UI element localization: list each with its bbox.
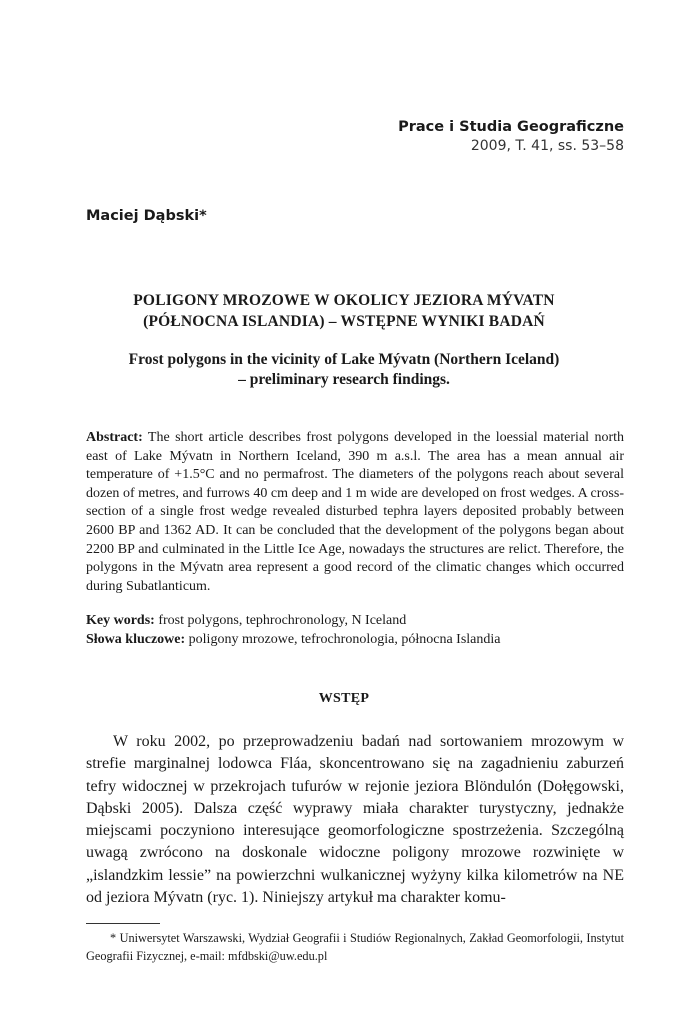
title-english: [86, 350, 602, 390]
journal-reference: 2009, T. 41, ss. 53–58: [470, 138, 624, 154]
keywords-block: [86, 612, 624, 649]
title-polish-line-1: POLIGONY MROZOWE W OKOLICY JEZIORA MÝVATN: [133, 292, 555, 309]
keywords-english-label: Key words:: [86, 613, 155, 628]
journal-header: [398, 118, 624, 156]
footnote-divider: [86, 923, 160, 924]
title-polish-line-2: (PÓŁNOCNA ISLANDIA) – WSTĘPNE WYNIKI BADAŃ: [143, 313, 545, 330]
keywords-english: [86, 612, 624, 631]
keywords-polish: [86, 631, 624, 650]
journal-name: Prace i Studia Geograficzne: [398, 119, 624, 135]
keywords-polish-text: poligony mrozowe, tefrochronologia, północna Islandia: [188, 631, 501, 647]
body-paragraph: W roku 2002, po przeprowadzeniu badań nad sortowaniem mrozowym w strefie marginalnej lodowca Fláa, skoncentrowano się na zagadnieniu zaburzeń tefry widocznej w przekrojach tufurów w rejonie jeziora Blöndulón (Dołęgowski, Dąbski 2005). Dalsza część wyprawy miała charakter turystyczny, jednakże miejscami poczyniono interesujące geomorfologiczne spostrzeżenia. Szczególną uwagą zwrócono na doskonale widoczne poligony mrozowe rozwinięte w „islandzkim lessie” na powierzchni wulkanicznej wyżyny kilka kilometrów na NE od jeziora Mývatn (ryc. 1). Niniejszy artykuł ma charakter komu-: [86, 733, 624, 907]
abstract: [86, 429, 624, 596]
title-english-line-1: Frost polygons in the vicinity of Lake Mývatn (Northern Iceland): [128, 351, 560, 368]
abstract-text: The short article describes frost polygons developed in the loessial material north east of Lake Mývatn in Northern Iceland, 390 m a.s.l. The area has a mean annual air temperature of +1.5°C and no permafrost. The diameters of the polygons reach about several dozen of metres, and furrows 40 cm deep and 1 m wide are developed on frost wedges. A cross-section of a single frost wedge revealed disturbed tephra layers deposited probably between 2600 BP and 1362 AD. It can be concluded that the development of the polygons began about 2200 BP and culminated in the Little Ice Age, nowadays the structures are relict. Therefore, the polygons in the Mývatn area represent a good record of the climatic changes which occurred during Subatlanticum.: [86, 430, 624, 594]
abstract-label: Abstract:: [86, 430, 143, 445]
author-name: Maciej Dąbski*: [86, 208, 207, 224]
section-heading: WSTĘP: [318, 691, 370, 706]
keywords-english-text: frost polygons, tephrochronology, N Iceland: [158, 613, 407, 628]
footnote: * Uniwersytet Warszawski, Wydział Geografii i Studiów Regionalnych, Zakład Geomorfologii, Instytut Geografii Fizycznej, e-mail: mfdbski@uw.edu.pl: [86, 931, 624, 963]
keywords-polish-label: Słowa kluczowe:: [86, 631, 186, 647]
title-english-line-2: – preliminary research findings.: [238, 371, 450, 388]
title-polish: [86, 290, 602, 332]
